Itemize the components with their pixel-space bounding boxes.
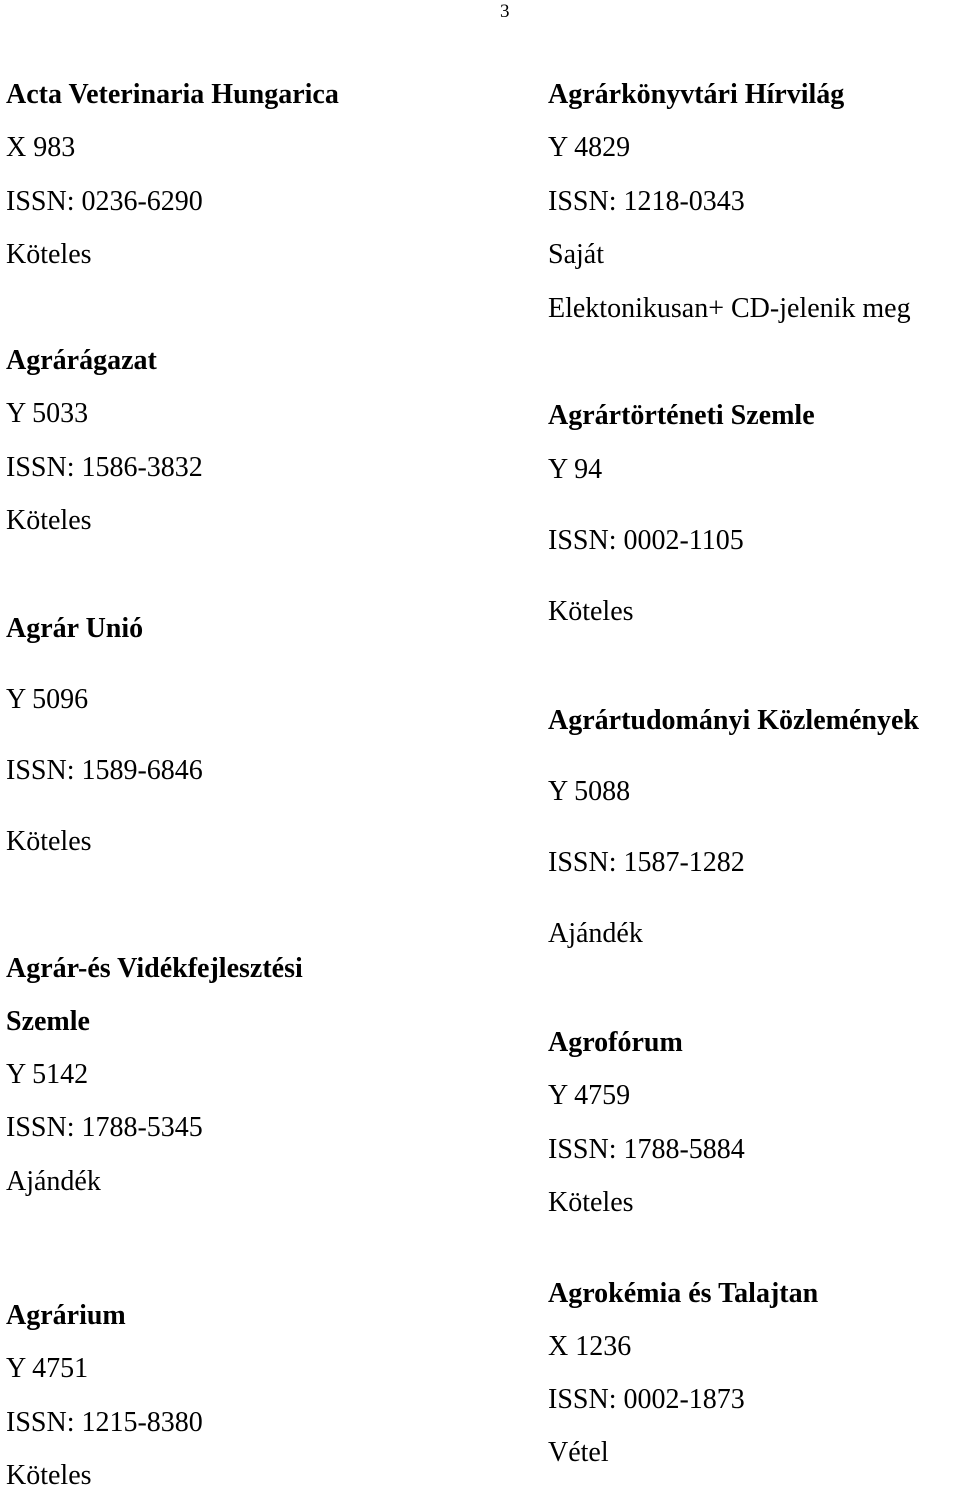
issn: ISSN: 1788-5884 bbox=[548, 1134, 745, 1165]
journal-title: Agrár Unió bbox=[6, 613, 144, 644]
acquisition-type: Köteles bbox=[548, 596, 634, 627]
format-note: Elektonikusan+ CD-jelenik meg bbox=[548, 293, 911, 324]
acquisition-type: Ajándék bbox=[548, 918, 643, 949]
journal-title: Agrárium bbox=[6, 1300, 126, 1331]
acquisition-type: Köteles bbox=[6, 505, 92, 536]
journal-title: Agrártudományi Közlemények bbox=[548, 705, 919, 736]
issn: ISSN: 1586-3832 bbox=[6, 452, 203, 483]
journal-title: Agrártörténeti Szemle bbox=[548, 400, 815, 431]
acquisition-type: Köteles bbox=[6, 239, 92, 270]
shelfmark: Y 5142 bbox=[6, 1059, 89, 1090]
acquisition-type: Köteles bbox=[6, 826, 92, 857]
issn: ISSN: 1587-1282 bbox=[548, 847, 745, 878]
issn: ISSN: 1218-0343 bbox=[548, 186, 745, 217]
shelfmark: Y 5033 bbox=[6, 398, 89, 429]
shelfmark: Y 5088 bbox=[548, 776, 631, 807]
acquisition-type: Saját bbox=[548, 239, 604, 270]
journal-title: Agrofórum bbox=[548, 1027, 683, 1058]
issn: ISSN: 0236-6290 bbox=[6, 186, 203, 217]
shelfmark: Y 5096 bbox=[6, 684, 89, 715]
journal-title: Agrárágazat bbox=[6, 345, 157, 376]
issn: ISSN: 0002-1873 bbox=[548, 1384, 745, 1415]
shelfmark: Y 4751 bbox=[6, 1353, 89, 1384]
shelfmark: Y 4759 bbox=[548, 1080, 631, 1111]
shelfmark: X 983 bbox=[6, 132, 76, 163]
acquisition-type: Köteles bbox=[6, 1460, 92, 1491]
page-number: 3 bbox=[500, 1, 510, 22]
journal-title: Agrokémia és Talajtan bbox=[548, 1278, 819, 1309]
journal-title-continued: Szemle bbox=[6, 1006, 90, 1037]
issn: ISSN: 1215-8380 bbox=[6, 1407, 203, 1438]
shelfmark: Y 4829 bbox=[548, 132, 631, 163]
issn: ISSN: 0002-1105 bbox=[548, 525, 744, 556]
acquisition-type: Vétel bbox=[548, 1437, 609, 1468]
issn: ISSN: 1589-6846 bbox=[6, 755, 203, 786]
journal-title: Agrárkönyvtári Hírvilág bbox=[548, 79, 845, 110]
acquisition-type: Ajándék bbox=[6, 1166, 101, 1197]
shelfmark: X 1236 bbox=[548, 1331, 632, 1362]
shelfmark: Y 94 bbox=[548, 454, 603, 485]
acquisition-type: Köteles bbox=[548, 1187, 634, 1218]
journal-title: Acta Veterinaria Hungarica bbox=[6, 79, 339, 110]
journal-title: Agrár-és Vidékfejlesztési bbox=[6, 953, 303, 984]
issn: ISSN: 1788-5345 bbox=[6, 1112, 203, 1143]
